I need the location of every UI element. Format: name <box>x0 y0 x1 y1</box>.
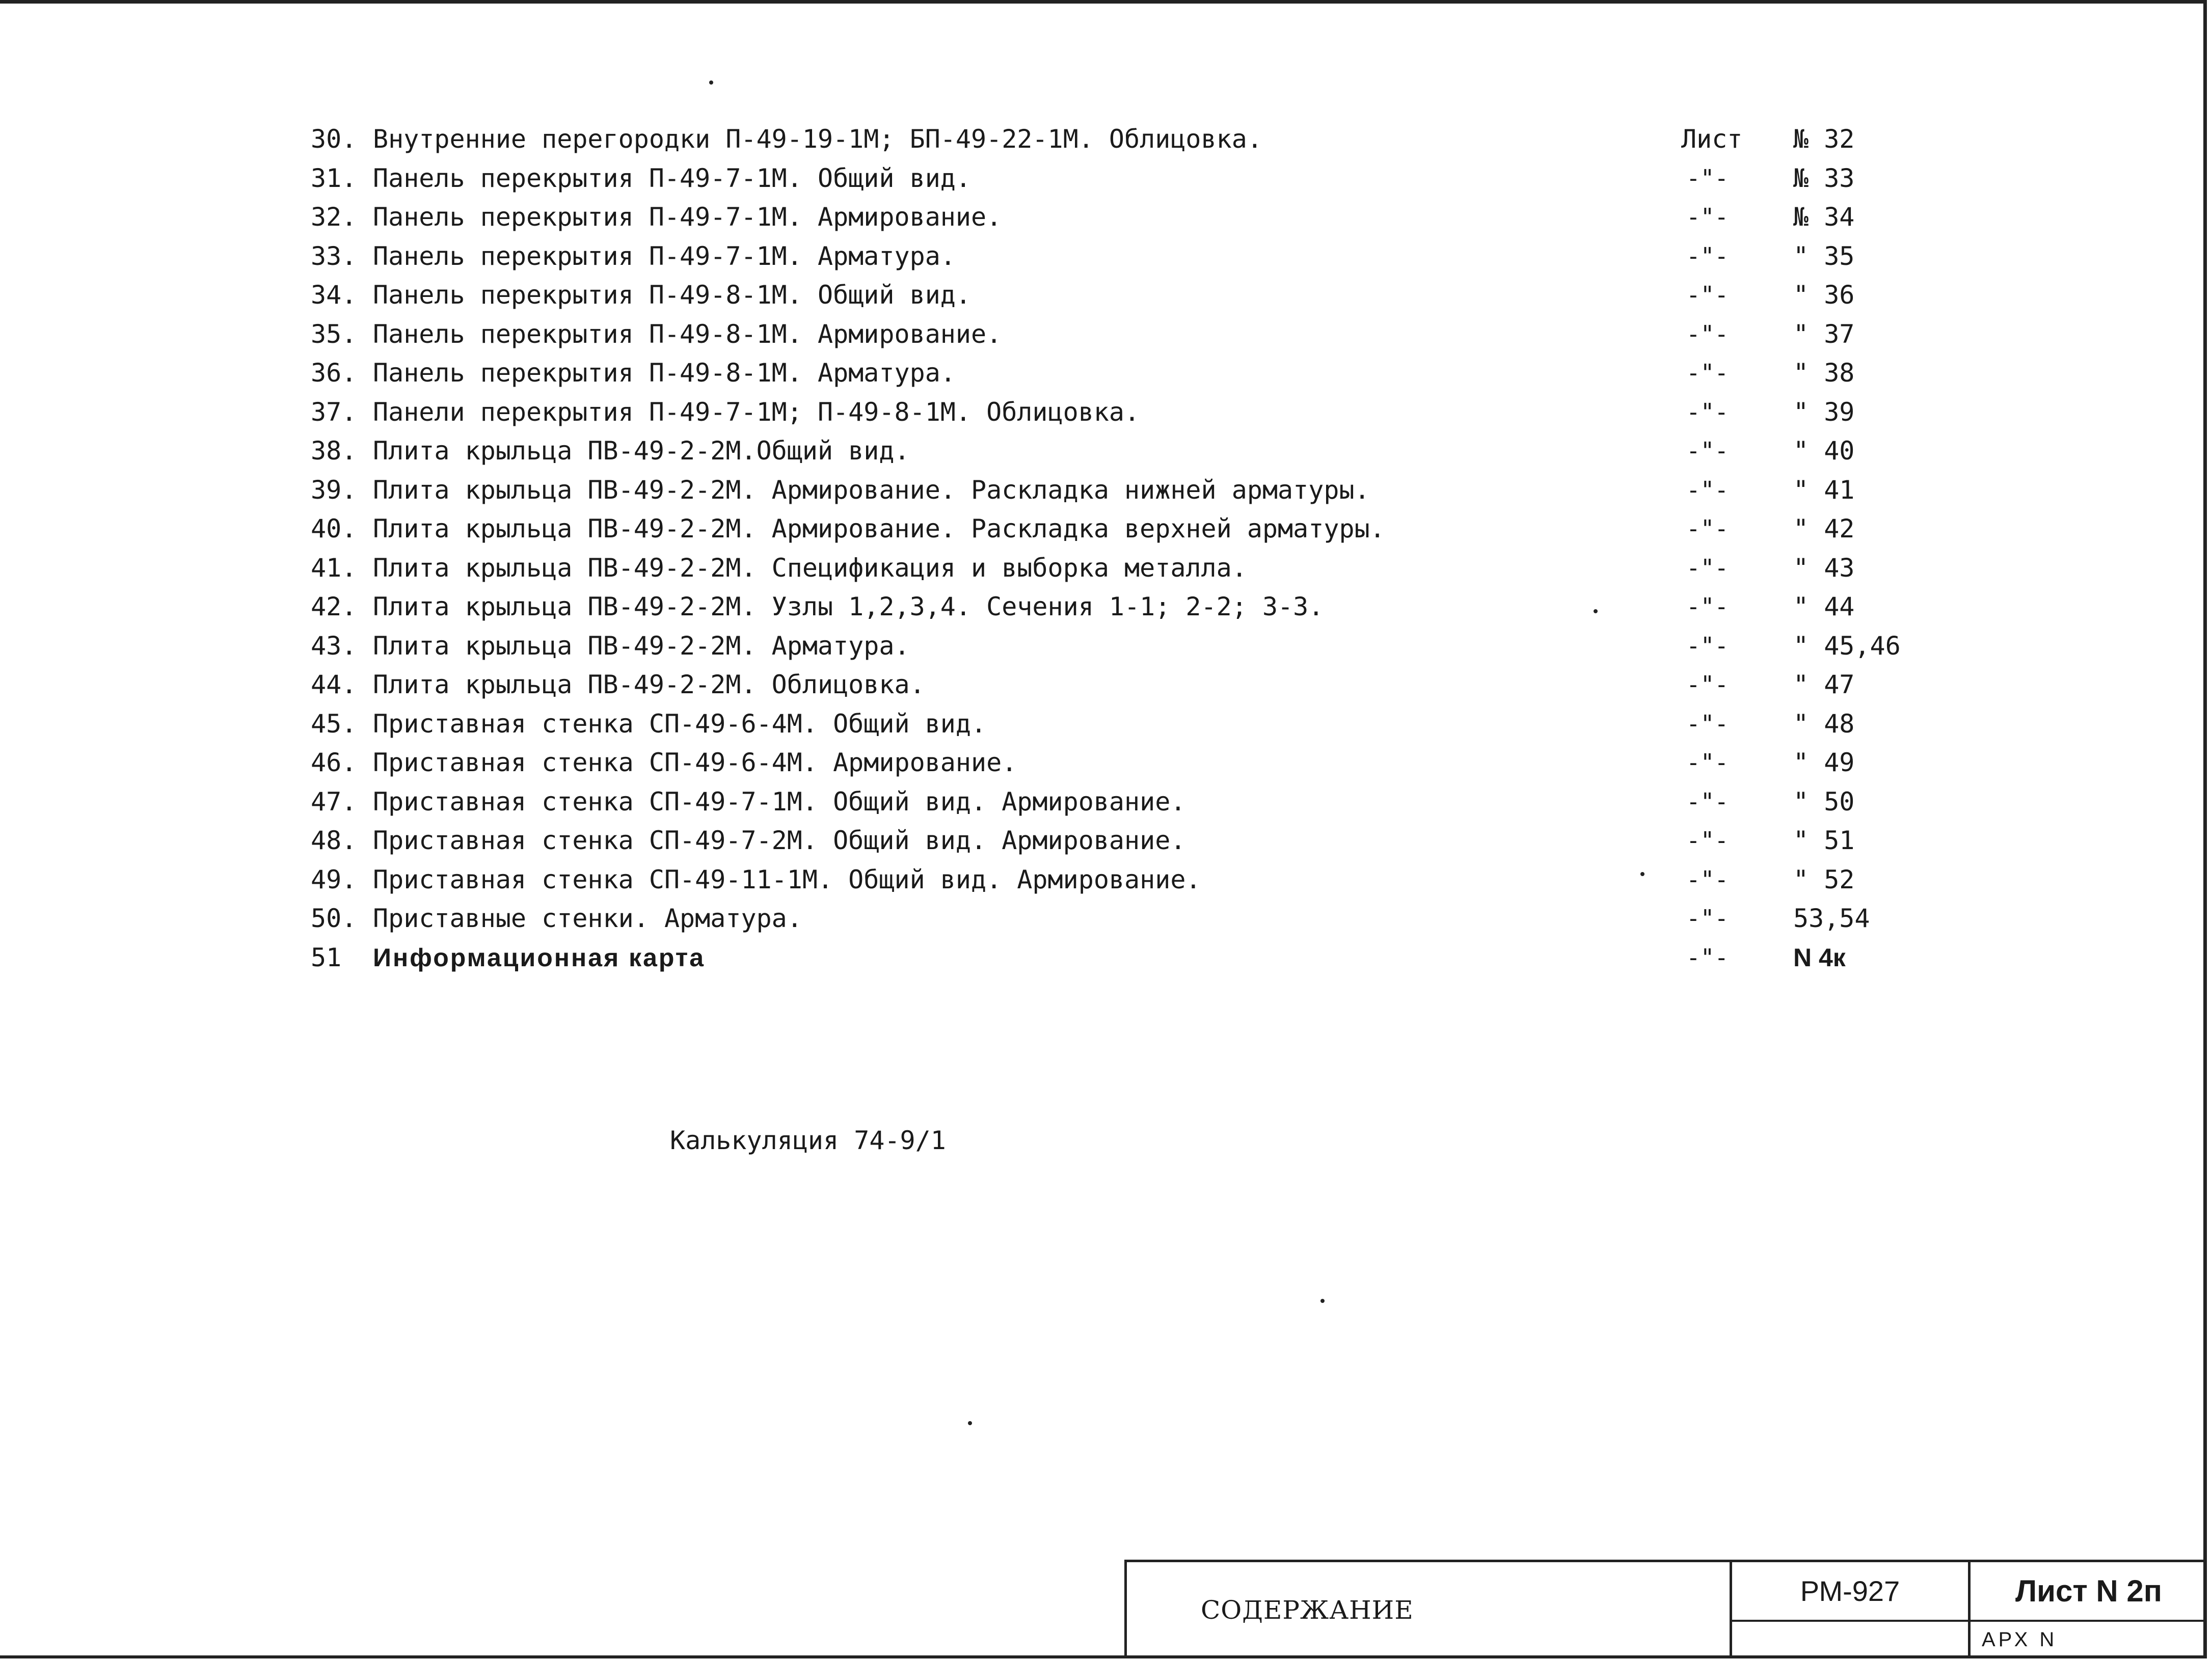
toc-entry <box>311 276 1941 315</box>
scan-speck <box>1594 609 1598 613</box>
toc-sheet-number: " 35 <box>1793 241 1855 271</box>
toc-number: 44. <box>311 670 357 699</box>
toc-entry <box>311 159 1941 198</box>
ditto-mark: -"- <box>1686 710 1729 738</box>
calculation-note: Калькуляция 74-9/1 <box>670 1126 946 1155</box>
toc-title: Приставные стенки. Арматура. <box>373 904 802 933</box>
toc-sheet-number: " 43 <box>1793 553 1855 583</box>
ditto-mark: -"- <box>1686 359 1729 387</box>
title-block-archive: АРХ N <box>1982 1628 2058 1651</box>
frame-right-line <box>2203 0 2207 1658</box>
frame-top-line <box>0 0 2207 4</box>
ditto-mark: -"- <box>1686 787 1729 815</box>
toc-entry <box>311 938 1941 977</box>
toc-number: 41. <box>311 553 357 583</box>
toc-entry <box>311 353 1941 393</box>
toc-number: 46. <box>311 748 357 777</box>
toc-number: 45. <box>311 709 357 739</box>
toc-sheet-number: " 51 <box>1793 826 1855 855</box>
toc-sheet-number: № 32 <box>1793 124 1855 154</box>
toc-sheet-number: " 42 <box>1793 514 1855 543</box>
ditto-mark: -"- <box>1686 281 1729 309</box>
toc-number: 37. <box>311 397 357 427</box>
toc-title: Приставная стенка СП-49-7-2М. Общий вид. Армирование. <box>373 826 1186 855</box>
toc-sheet-number: " 48 <box>1793 709 1855 739</box>
toc-entry <box>311 471 1941 510</box>
toc-title: Приставная стенка СП-49-6-4М. Общий вид. <box>373 709 987 739</box>
ditto-mark: -"- <box>1686 164 1729 192</box>
ditto-mark: -"- <box>1686 671 1729 698</box>
ditto-mark: -"- <box>1686 203 1729 231</box>
toc-sheet-number: № 34 <box>1793 202 1855 232</box>
toc-entry <box>311 237 1941 276</box>
toc-sheet-number: " 44 <box>1793 592 1855 621</box>
ditto-mark: -"- <box>1686 905 1729 932</box>
toc-number: 48. <box>311 826 357 855</box>
toc-title: Приставная стенка СП-49-11-1М. Общий вид. Армирование. <box>373 864 1201 894</box>
toc-title: Плита крыльца ПВ-49-2-2М.Общий вид. <box>373 436 910 466</box>
ditto-mark: -"- <box>1686 827 1729 854</box>
toc-entry <box>311 587 1941 627</box>
ditto-mark: -"- <box>1686 242 1729 270</box>
toc-title: Плита крыльца ПВ-49-2-2М. Узлы 1,2,3,4. Сечения 1-1; 2-2; 3-3. <box>373 592 1324 621</box>
ditto-mark: -"- <box>1686 593 1729 620</box>
toc-number: 34. <box>311 280 357 310</box>
title-block-name: СОДЕРЖАНИЕ <box>1127 1562 1732 1657</box>
scan-speck <box>1640 872 1644 876</box>
toc-number: 50. <box>311 904 357 933</box>
toc-sheet-number: " 40 <box>1793 436 1855 466</box>
toc-entry <box>311 431 1941 471</box>
toc-number: 35. <box>311 319 357 349</box>
title-block <box>1124 1560 2204 1657</box>
toc-number: 38. <box>311 436 357 466</box>
toc-sheet-number: 53,54 <box>1793 904 1870 933</box>
scan-speck <box>1320 1299 1325 1303</box>
toc-entry <box>311 627 1941 666</box>
toc-entry <box>311 509 1941 549</box>
toc-title: Панель перекрытия П-49-8-1М. Арматура. <box>373 358 956 388</box>
toc-entry <box>311 198 1941 237</box>
toc-header-row <box>311 120 1941 159</box>
toc-number: 33. <box>311 241 357 271</box>
ditto-mark: -"- <box>1686 865 1729 893</box>
toc-number: 40. <box>311 514 357 543</box>
toc-title: Плита крыльца ПВ-49-2-2М. Спецификация и выборка металла. <box>373 553 1247 583</box>
toc-sheet-number: " 41 <box>1793 475 1855 505</box>
toc-sheet-number: " 36 <box>1793 280 1855 310</box>
toc-sheet-number: " 37 <box>1793 319 1855 349</box>
ditto-mark: -"- <box>1686 515 1729 542</box>
toc-number: 30. <box>311 124 357 154</box>
ditto-mark: -"- <box>1686 632 1729 660</box>
toc-number: 49. <box>311 864 357 894</box>
ditto-mark: -"- <box>1686 398 1729 426</box>
ditto-mark: -"- <box>1686 476 1729 504</box>
toc-title: Информационная карта <box>373 943 706 972</box>
toc-title: Плита крыльца ПВ-49-2-2М. Армирование. Раскладка нижней арматуры. <box>373 475 1370 505</box>
toc-sheet-number: " 39 <box>1793 397 1855 427</box>
toc-number: 31. <box>311 163 357 193</box>
sheet-column-label: Лист <box>1681 124 1743 154</box>
toc-entry <box>311 860 1941 900</box>
toc-title: Плита крыльца ПВ-49-2-2М. Армирование. Раскладка верхней арматуры. <box>373 514 1385 543</box>
ditto-mark: -"- <box>1686 320 1729 348</box>
toc-title: Панель перекрытия П-49-7-1М. Армирование. <box>373 202 1002 232</box>
toc-sheet-number: " 45,46 <box>1793 631 1901 661</box>
toc-sheet-number: " 49 <box>1793 748 1855 777</box>
toc-number: 51 <box>311 942 342 972</box>
contents-list <box>311 120 1941 977</box>
toc-title: Приставная стенка СП-49-7-1М. Общий вид. Армирование. <box>373 786 1186 817</box>
toc-title: Панель перекрытия П-49-7-1М. Общий вид. <box>373 163 971 193</box>
title-block-sheet: Лист N 2п <box>1971 1562 2207 1622</box>
ditto-mark: -"- <box>1686 437 1729 465</box>
toc-entry <box>311 821 1941 860</box>
toc-title: Плита крыльца ПВ-49-2-2М. Арматура. <box>373 631 910 661</box>
toc-title: Плита крыльца ПВ-49-2-2М. Облицовка. <box>373 670 925 699</box>
toc-title: Приставная стенка СП-49-6-4М. Армирование. <box>373 748 1017 777</box>
ditto-mark: -"- <box>1686 749 1729 776</box>
toc-entry <box>311 393 1941 432</box>
title-block-code: РМ-927 <box>1732 1562 1971 1622</box>
toc-sheet-number: " 50 <box>1793 786 1855 817</box>
toc-number: 42. <box>311 592 357 621</box>
ditto-mark: -"- <box>1686 554 1729 582</box>
scan-speck <box>968 1421 972 1425</box>
toc-sheet-number: " 47 <box>1793 670 1855 699</box>
toc-number: 32. <box>311 202 357 232</box>
toc-title: Панель перекрытия П-49-7-1М. Арматура. <box>373 241 956 271</box>
toc-number: 43. <box>311 631 357 661</box>
toc-sheet-number: " 52 <box>1793 864 1855 894</box>
toc-entry <box>311 899 1941 938</box>
toc-title: Панель перекрытия П-49-8-1М. Армирование. <box>373 319 1002 349</box>
toc-entry <box>311 704 1941 744</box>
toc-title: Панель перекрытия П-49-8-1М. Общий вид. <box>373 280 971 310</box>
scan-speck <box>709 80 713 85</box>
toc-title: Внутренние перегородки П-49-19-1М; БП-49-22-1М. Облицовка. <box>373 124 1262 154</box>
toc-entry <box>311 665 1941 704</box>
toc-sheet-number: № 33 <box>1793 163 1855 193</box>
toc-entry <box>311 743 1941 782</box>
toc-sheet-number: N 4к <box>1793 943 1846 972</box>
toc-number: 36. <box>311 358 357 388</box>
toc-entry <box>311 782 1941 822</box>
toc-sheet-number: " 38 <box>1793 358 1855 388</box>
toc-entry <box>311 549 1941 588</box>
toc-number: 39. <box>311 475 357 505</box>
toc-number: 47. <box>311 786 357 817</box>
toc-entry <box>311 315 1941 354</box>
title-block-empty-cell <box>1732 1622 1971 1657</box>
ditto-mark: -"- <box>1686 943 1729 971</box>
toc-title: Панели перекрытия П-49-7-1М; П-49-8-1М. Облицовка. <box>373 397 1140 427</box>
